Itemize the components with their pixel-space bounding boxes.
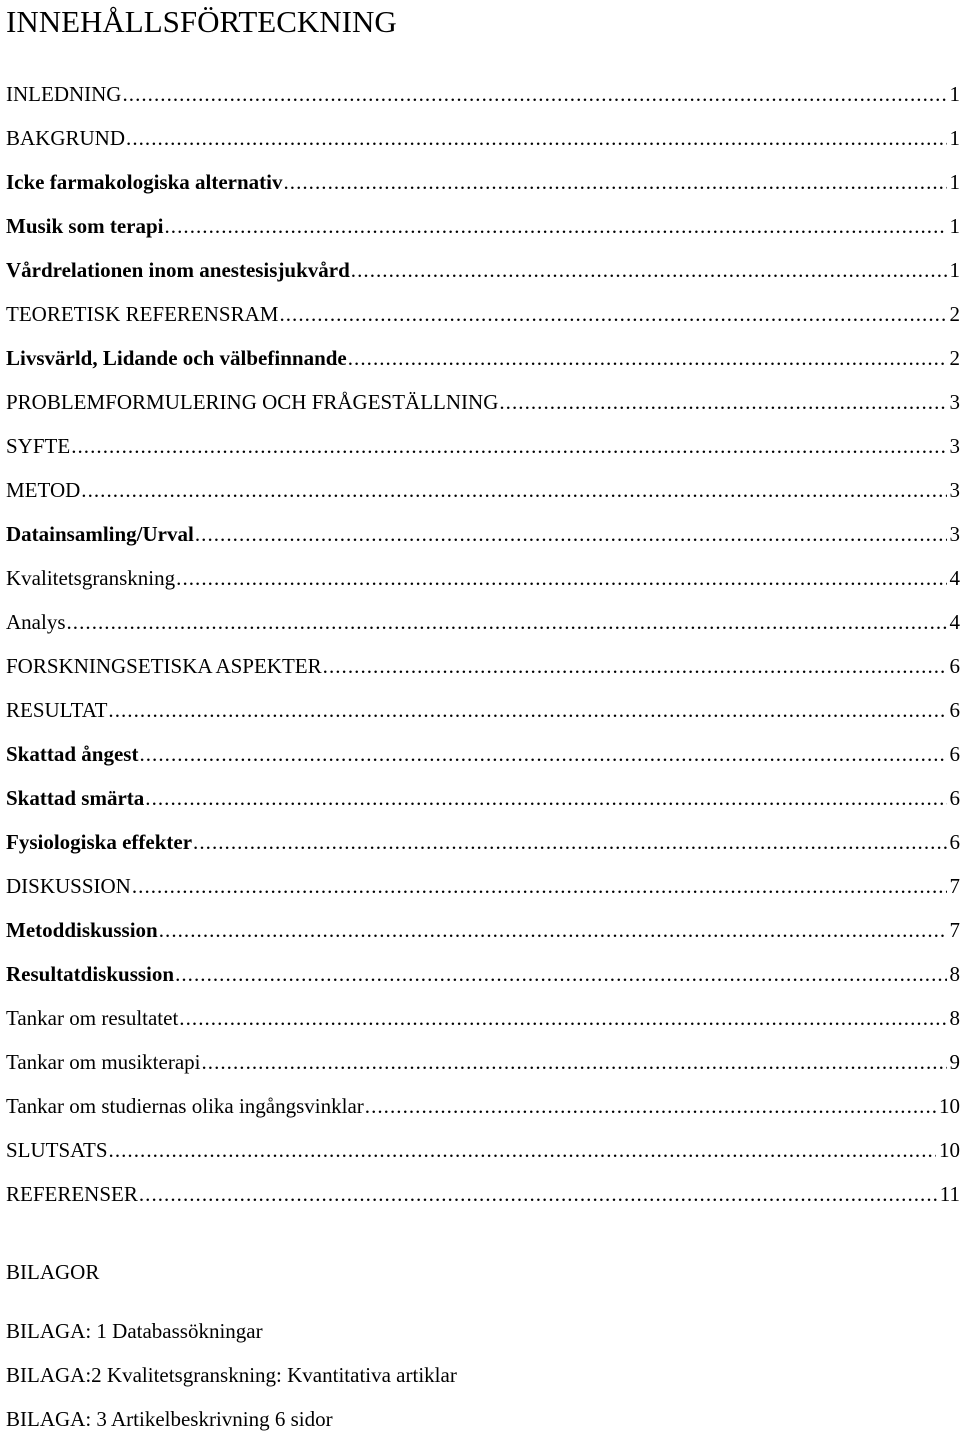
toc-dot-leader [351,258,947,283]
toc-entry-label: Datainsamling/Urval [6,522,194,547]
toc-entry[interactable] [6,556,960,600]
toc-page-number: 11 [938,1182,960,1207]
toc-page-number: 1 [948,258,960,283]
toc-dot-leader [159,918,947,943]
toc-entry-label: DISKUSSION [6,874,131,899]
toc-entry-label: Icke farmakologiska alternativ [6,170,282,195]
toc-entry[interactable] [6,952,960,996]
toc-entry-label: TEORETISK REFERENSRAM [6,302,278,327]
toc-entry[interactable] [6,600,960,644]
toc-page-number: 3 [948,434,960,459]
toc-dot-leader [348,346,947,371]
appendix-heading: BILAGOR [6,1256,99,1288]
toc-page-number: 6 [948,654,960,679]
toc-page-number: 6 [948,786,960,811]
toc-entry-label: Resultatdiskussion [6,962,174,987]
toc-entry[interactable] [6,776,960,820]
toc-entry-label: Skattad smärta [6,786,144,811]
toc-entry[interactable] [6,248,960,292]
toc-entry[interactable] [6,336,960,380]
toc-page-number: 8 [948,962,960,987]
toc-page-number: 3 [948,478,960,503]
toc-page-number: 6 [948,698,960,723]
toc-dot-leader [139,742,946,767]
appendix-list [6,1314,457,1446]
toc-entry-label: SLUTSATS [6,1138,108,1163]
toc-dot-leader [81,478,946,503]
toc-entry-label: Musik som terapi [6,214,164,239]
toc-entry[interactable] [6,1084,960,1128]
toc-entry-label: Tankar om musikterapi [6,1050,200,1075]
toc-entry[interactable] [6,1040,960,1084]
toc-entry[interactable] [6,204,960,248]
toc-entry-label: INLEDNING [6,82,121,107]
toc-dot-leader [126,126,946,151]
toc-page-number: 2 [948,346,960,371]
toc-page-number: 1 [948,82,960,107]
toc-entry[interactable] [6,732,960,776]
toc-page-number: 1 [948,126,960,151]
toc-dot-leader [176,566,946,591]
toc-entry[interactable] [6,1128,960,1172]
toc-entry[interactable] [6,512,960,556]
toc-entry[interactable] [6,468,960,512]
toc-entry[interactable] [6,292,960,336]
toc-page-number: 7 [948,918,960,943]
toc-entry[interactable] [6,72,960,116]
toc-entry-label: Tankar om studiernas olika ingångsvinklar [6,1094,364,1119]
toc-dot-leader [165,214,947,239]
toc-entry-label: Metoddiskussion [6,918,158,943]
toc-page-number: 10 [937,1094,960,1119]
toc-dot-leader [365,1094,936,1119]
toc-dot-leader [132,874,947,899]
toc-entry[interactable] [6,864,960,908]
toc-dot-leader [499,390,946,415]
toc-dot-leader [279,302,946,327]
toc-page-number: 6 [948,830,960,855]
toc-page-number: 4 [948,566,960,591]
toc-dot-leader [139,1182,937,1207]
toc-page-number: 3 [948,390,960,415]
toc-dot-leader [175,962,946,987]
toc-page-number: 6 [948,742,960,767]
toc-page-number: 1 [948,170,960,195]
toc-page-number: 7 [948,874,960,899]
toc-dot-leader [67,610,947,635]
toc-entry-label: Fysiologiska effekter [6,830,192,855]
toc-entry-label: PROBLEMFORMULERING OCH FRÅGESTÄLLNING [6,390,498,415]
toc-dot-leader [109,1138,936,1163]
toc-page-number: 9 [948,1050,960,1075]
page-title: INNEHÅLLSFÖRTECKNING [6,2,397,42]
toc-dot-leader [108,698,946,723]
toc-entry-label: BAKGRUND [6,126,125,151]
toc-entry-label: Livsvärld, Lidande och välbefinnande [6,346,347,371]
toc-entry[interactable] [6,160,960,204]
toc-entry[interactable] [6,380,960,424]
toc-page-number: 8 [948,1006,960,1031]
toc-entry[interactable] [6,908,960,952]
toc-entry-label: METOD [6,478,80,503]
toc-page-number: 1 [948,214,960,239]
toc-entry[interactable] [6,1172,960,1216]
toc-entry[interactable] [6,116,960,160]
toc-entry[interactable] [6,688,960,732]
toc-page-number: 10 [937,1138,960,1163]
toc-page-number: 3 [948,522,960,547]
toc-entry[interactable] [6,644,960,688]
toc-entry-label: Vårdrelationen inom anestesisjukvård [6,258,350,283]
toc-dot-leader [323,654,947,679]
toc-page-number: 4 [948,610,960,635]
toc-entry-label: Analys [6,610,66,635]
toc-entry-label: RESULTAT [6,698,107,723]
appendix-item: BILAGA: 1 Databassökningar [6,1314,457,1358]
toc-entry-label: FORSKNINGSETISKA ASPEKTER [6,654,322,679]
toc-entry-label: SYFTE [6,434,70,459]
toc-entry[interactable] [6,996,960,1040]
toc-dot-leader [122,82,946,107]
toc-entry-label: Kvalitetsgranskning [6,566,175,591]
toc-dot-leader [145,786,946,811]
toc-page-number: 2 [948,302,960,327]
appendix-item: BILAGA: 3 Artikelbeskrivning 6 sidor [6,1402,457,1446]
toc-entry-label: Tankar om resultatet [6,1006,178,1031]
toc-dot-leader [179,1006,946,1031]
toc-dot-leader [71,434,946,459]
toc-dot-leader [201,1050,946,1075]
toc-entry[interactable] [6,424,960,468]
toc-dot-leader [193,830,946,855]
appendix-item: BILAGA:2 Kvalitetsgranskning: Kvantitativa artiklar [6,1358,457,1402]
toc-entry-label: Skattad ångest [6,742,138,767]
toc-entry[interactable] [6,820,960,864]
toc-dot-leader [283,170,946,195]
toc-entry-label: REFERENSER [6,1182,138,1207]
table-of-contents [6,72,960,1216]
toc-dot-leader [195,522,947,547]
